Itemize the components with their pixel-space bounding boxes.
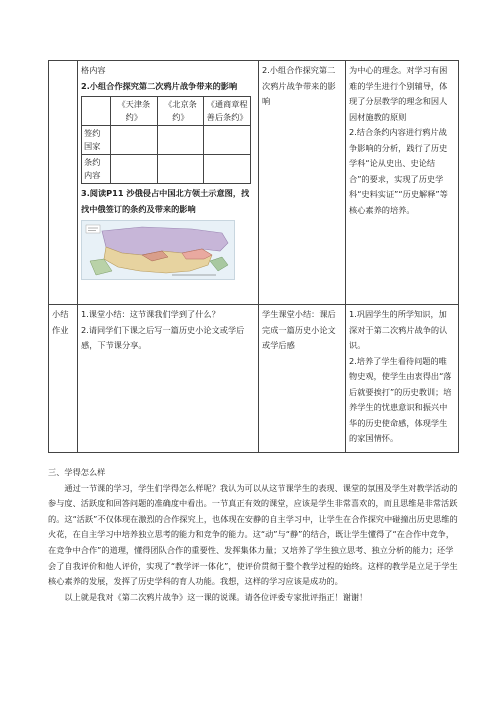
paragraph: 以上就是我对《第二次鸦片战争》这一课的说课。请各位评委专家批评指正！谢谢！	[64, 591, 368, 602]
table-header	[82, 97, 111, 126]
cell-text: 2.小组合作探究第二次鸦片战争带来的影响	[81, 80, 238, 91]
cell-text: 2.小组合作探究第二次鸦片战争带来的影响	[262, 65, 336, 106]
lesson-plan-table	[48, 60, 459, 453]
cell-text: 小结	[52, 309, 69, 319]
cell-text: 1.巩固学生的所学知识，加深对于第二次鸦片战争的认识。	[349, 309, 448, 350]
table-cell	[204, 126, 251, 155]
table-cell	[259, 61, 346, 305]
cell-text: 2.请同学们下课之后写一篇历史小论文或学后感，下节课分享。	[81, 324, 245, 350]
table-cell: 签约国家	[82, 126, 111, 155]
table-cell	[49, 61, 78, 305]
section-body	[48, 465, 460, 605]
table-header: 《北京条约》	[157, 97, 204, 126]
table-cell: 条约内容	[82, 155, 111, 184]
cell-text: 1.课堂小结：这节课我们学到了什么？	[81, 309, 220, 319]
table-cell	[111, 126, 158, 155]
cell-text: 2.培养了学生看待问题的唯物史观，使学生由衷得出“落后就要挨打”的历史教训；培养学生的忧患意识和振兴中华的历史使命感，体现学生的家国情怀。	[349, 355, 452, 443]
paragraph: 通过一节课的学习，学生们学得怎么样呢？我认为可以从这节课学生的表现、课堂的氛围及学生对教学活动的参与度、活跃度和回答问题的准确度中看出。一节真正有效的课堂，应该是学生非常喜欢的，而且思维是非常活跃的。这“活跃”不仅体现在激烈的合作探究上，也体现在安静的自主学习中，让学生在合作探究中碰撞出历史思维的火花，在自主学习中培养独立思考的能力和竞争的能力。这“动”与“静”的结合，既让学生懂得了“在合作中竞争，在竞争中合作”的道理，懂得团队合作的重要性、发挥集体力量；又培养了学生独立思考、独立分析的能力；还学会了自我评价和他人评价，实现了“教学评一体化”，使评价贯彻于整个教学过程的始终。这样的教学是立足于学生核心素养的发展，发挥了历史学科的育人功能。我想，这样的学习应该是成功的。	[48, 482, 458, 587]
table-cell	[346, 305, 459, 453]
table-header: 《通商章程善后条约》	[204, 97, 251, 126]
treaty-table	[81, 96, 251, 184]
table-header: 《天津条约》	[111, 97, 158, 126]
table-row	[49, 305, 459, 453]
table-cell	[346, 61, 459, 305]
cell-text: 格内容	[81, 65, 106, 75]
table-cell	[111, 155, 158, 184]
table-cell	[259, 305, 346, 453]
map-illustration	[82, 221, 234, 279]
table-cell	[49, 305, 78, 453]
cell-text: 2.结合条约内容进行鸦片战争影响的分析，践行了历史学科“论从史出、史论结合”的要求，实现了历史学科“史料实证”“历史解释”等核心素养的培养。	[349, 127, 448, 215]
table-cell	[204, 155, 251, 184]
table-row	[82, 155, 251, 184]
table-cell	[157, 126, 204, 155]
cell-text: 为中心的理念。对学习有困难的学生进行个别辅导，体现了分层教学的理念和因人因材施教的原则	[349, 65, 448, 122]
section-heading: 三、学得怎么样	[48, 467, 106, 477]
table-row	[82, 97, 251, 126]
table-cell	[157, 155, 204, 184]
cell-text: 作业	[52, 324, 69, 335]
russia-occupation-map-image	[81, 220, 235, 280]
table-cell	[78, 61, 259, 305]
cell-text: 学生课堂小结：课后完成一篇历史小论文或学后感	[262, 309, 336, 350]
table-row	[82, 126, 251, 155]
table-cell	[78, 305, 259, 453]
cell-text: 3.阅读P11 沙俄侵占中国北方领土示意图，找找中俄签订的条约及带来的影响	[81, 188, 250, 214]
table-row	[49, 61, 459, 305]
